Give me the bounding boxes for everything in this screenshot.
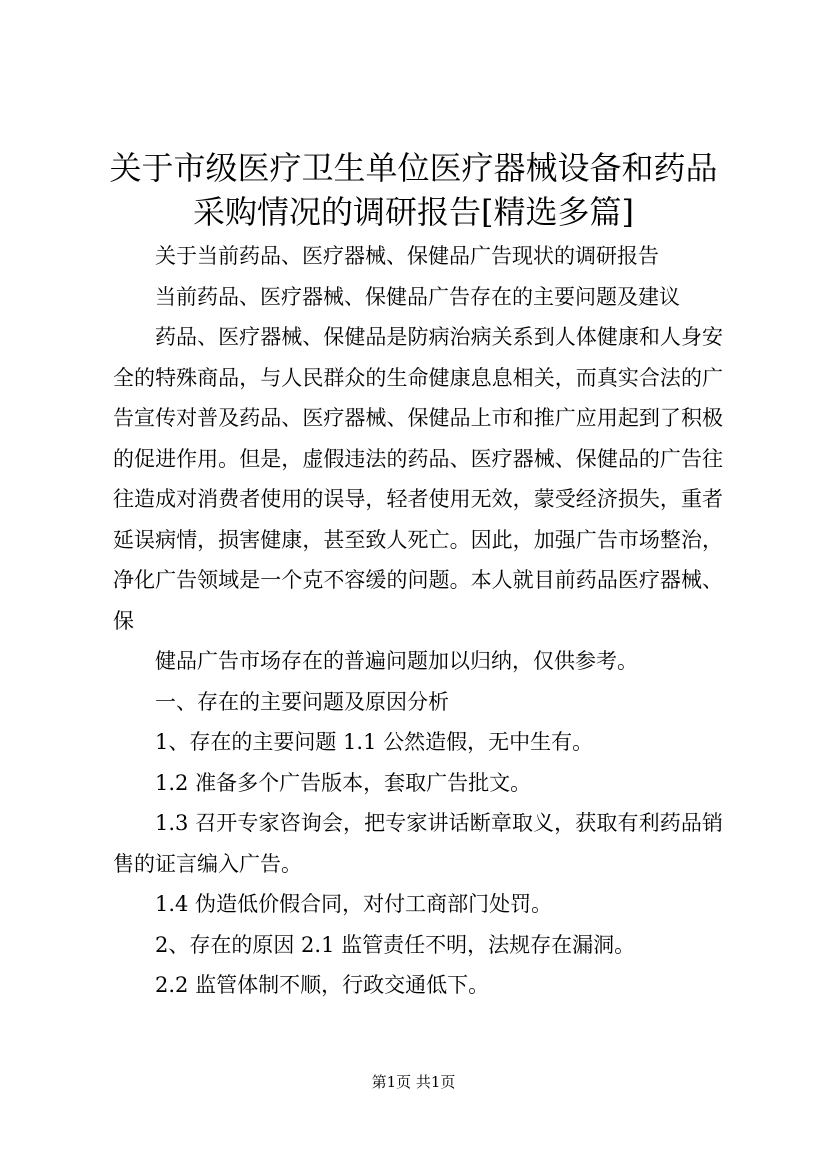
paragraph: 药品、医疗器械、保健品是防病治病关系到人体健康和人身安全的特殊商品，与人民群众的生命健康息息相关，而真实合法的广告宣传对普及药品、医疗器械、保健品上市和推广应用起到了积极的促进作用。但是，虚假违法的药品、医疗器械、保健品的广告往往造成对消费者使用的误导，轻者使用无效，蒙受经济损失，重者延误病情，损害健康，甚至致人死亡。因此，加强广告市场整治，净化广告领域是一个克不容缓的问题。本人就目前药品医疗器械、保 [113,325,723,633]
paragraph: 1.2 准备多个广告版本，套取广告批文。 [155,770,532,795]
document-title: 关于市级医疗卫生单位医疗器械设备和药品采购情况的调研报告[精选多篇] [109,149,718,231]
paragraph: 1、存在的主要问题 1.1 公然造假，无中生有。 [155,730,594,754]
document-body [113,236,723,1006]
paragraph: 健品广告市场存在的普遍问题加以归纳，仅供参考。 [155,649,638,673]
paragraph: 1.3 召开专家咨询会，把专家讲话断章取义，获取有利药品销售的证言编入广告。 [113,811,723,876]
paragraph: 关于当前药品、医疗器械、保健品广告现状的调研报告 [155,244,659,268]
paragraph: 1.4 伪造低价假合同，对付工商部门处罚。 [155,892,553,916]
page-footer: 第1页 共1页 [371,1073,456,1091]
paragraph: 当前药品、医疗器械、保健品广告存在的主要问题及建议 [155,284,680,309]
paragraph: 2、存在的原因 2.1 监管责任不明，法规存在漏洞。 [155,932,636,957]
paragraph: 一、存在的主要问题及原因分析 [155,689,449,714]
paragraph: 2.2 监管体制不顺，行政交通低下。 [155,973,490,997]
